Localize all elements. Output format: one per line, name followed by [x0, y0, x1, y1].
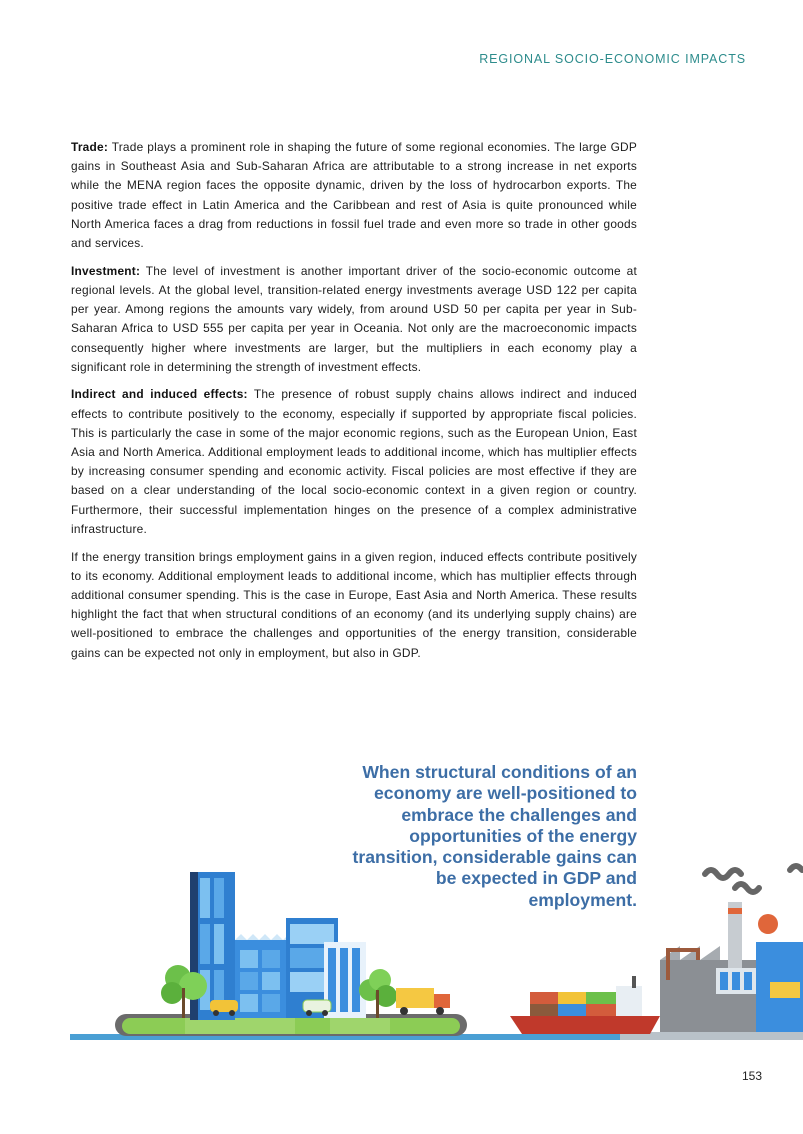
- pull-quote: When structural conditions of an economy are well-positioned to embrace the challenges and opportunities of the energy transition, considerable gains can be expected in GDP and employment.: [352, 762, 637, 910]
- cargo-ship-icon: [510, 976, 660, 1034]
- smoke-icon: [705, 866, 802, 892]
- paragraph-heading: Investment:: [71, 263, 141, 278]
- paragraph-body: Trade plays a prominent role in shaping the future of some regional economies. The large GDP gains in Southeast Asia and Sub-Saharan Africa are attributable to a strong increase in net exports while the MENA region faces the opposite dynamic, driven by the loss of hydrocarbon exports. The positive trade effect in Latin America and the Caribbean and rest of Asia is quite pronounced while North America faces a drag from reductions in fossil fuel trade and even more so trade in other goods and services.: [71, 140, 637, 251]
- paragraph-employment-gains: [71, 548, 637, 663]
- factory-icon: [660, 902, 803, 1032]
- paragraph-indirect-effects: [71, 385, 637, 539]
- body-text: [71, 138, 637, 671]
- section-header: REGIONAL SOCIO-ECONOMIC IMPACTS: [479, 52, 746, 66]
- page-number: 153: [741, 1069, 762, 1083]
- paragraph-body: The presence of robust supply chains allows indirect and induced effects to contribute positively to the economy, especially if supported by appropriate fiscal policies. This is particularly the case in some of the major economic regions, such as the European Union, East Asia and North America. Additional employment leads to additional income, which has multiplier effects by increasing consumer spending and economic activity. Fiscal policies are most effective if they are based on a clear understanding of the local socio-economic context in a given region or country. Furthermore, their successful implementation hinges on the presence of a complex administrative infrastructure.: [71, 387, 637, 536]
- city-island: [115, 872, 467, 1036]
- paragraph-trade: [71, 138, 637, 253]
- paragraph-body: If the energy transition brings employment gains in a given region, induced effects contribute positively to its economy. Additional employment leads to additional income, which has multiplier effects through additional consumer spending. This is the case in Europe, East Asia and North America. These results highlight the fact that when structural conditions of an economy (and its underlying supply chains) are well-positioned to embrace the challenges and opportunities of the energy transition, considerable gains can be expected not only in employment, but also in GDP.: [71, 549, 637, 660]
- paragraph-investment: [71, 262, 637, 377]
- paragraph-body: The level of investment is another important driver of the socio-economic outcome at regional levels. At the global level, transition-related energy investments average USD 122 per capita per year. Among regions the amounts vary widely, from around USD 50 per capita per year in Sub-Saharan Africa to USD 555 per capita per year in Oceania. Not only are the macroeconomic impacts consequently higher where investments are larger, but the multipliers in each economy play a significant role in determining the strength of investment effects.: [71, 263, 637, 374]
- paragraph-heading: Indirect and induced effects:: [71, 387, 248, 402]
- city-industry-illustration: [0, 860, 803, 1045]
- paragraph-heading: Trade:: [71, 140, 109, 154]
- truck-icon: [396, 988, 450, 1015]
